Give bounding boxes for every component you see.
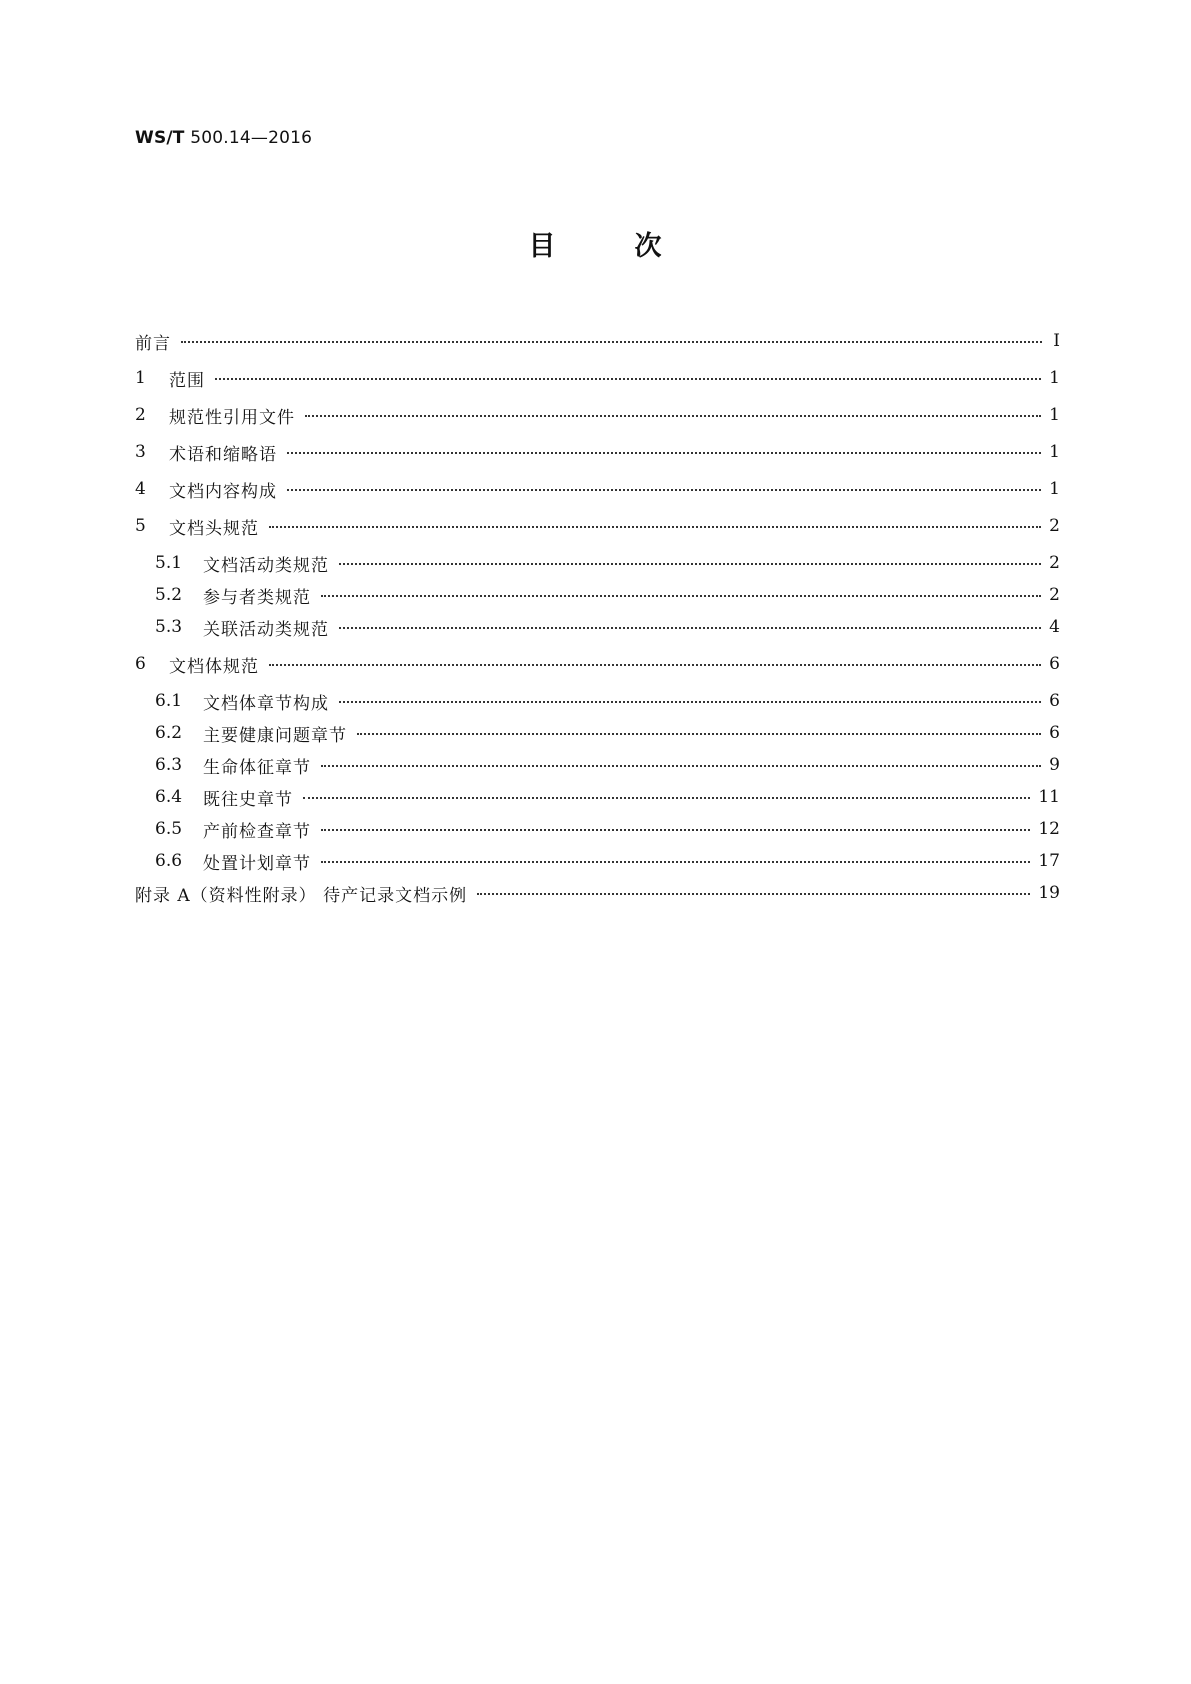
toc-leader-dots [357,733,1041,735]
toc-entry-page: 17 [1038,851,1060,871]
toc-entry-label: 主要健康问题章节 [203,725,347,746]
toc-entry-page: 1 [1049,405,1060,425]
toc-entry-5[interactable] [135,510,1060,542]
toc-leader-dots [269,526,1041,528]
toc-entry-number: 5 [135,516,146,536]
toc-entry-page: 2 [1049,516,1060,536]
toc-leader-dots [321,861,1030,863]
toc-entry-number: 4 [135,479,146,499]
toc-entry-page: 1 [1049,368,1060,388]
toc-entry-number: 6.6 [155,851,183,871]
toc-entry-label: 规范性引用文件 [169,407,295,428]
toc-entry-label: 参与者类规范 [203,587,311,608]
toc-title [0,224,1191,263]
toc-entry-label: 既往史章节 [203,789,293,810]
toc-leader-dots [321,765,1041,767]
toc-entry-number: 3 [135,442,146,462]
toc-entry-6-2[interactable] [135,717,1060,749]
toc-entry-page: 2 [1049,585,1060,605]
toc-leader-dots [303,797,1030,799]
toc-entry-label: 附录 A（资料性附录） 待产记录文档示例 [135,885,468,906]
toc-leader-dots [321,829,1030,831]
toc-entry-5-1[interactable] [135,547,1060,579]
toc-entry-page: Ⅰ [1053,331,1060,351]
toc-entry-3[interactable] [135,436,1060,468]
toc-leader-dots [321,595,1041,597]
toc-entry-page: 4 [1049,617,1060,637]
toc-entry-label: 文档头规范 [169,518,259,539]
document-code [135,128,312,148]
toc-leader-dots [305,415,1041,417]
toc-entry-label: 文档体章节构成 [203,693,329,714]
toc-entry-number: 6.4 [155,787,183,807]
toc-leader-dots [339,627,1041,629]
toc-entry-label: 文档活动类规范 [203,555,329,576]
toc-leader-dots [477,893,1030,895]
toc-entry-6[interactable] [135,648,1060,680]
toc-entry-2[interactable] [135,399,1060,431]
toc-entry-1[interactable] [135,362,1060,394]
toc-leader-dots [215,378,1041,380]
toc-entry-number: 5.1 [155,553,183,573]
toc-entry-number: 6.1 [155,691,183,711]
toc-entry-label: 生命体征章节 [203,757,311,778]
toc-entry-page: 2 [1049,553,1060,573]
toc-leader-dots [339,563,1041,565]
toc-leader-dots [287,452,1041,454]
toc-entry-number: 6.2 [155,723,183,743]
toc-leader-dots [287,489,1041,491]
toc-entry-label: 关联活动类规范 [203,619,329,640]
toc-title-char-1: 目 [528,231,557,262]
toc-entry-label: 前言 [135,333,171,354]
toc-entry-appendix-a[interactable] [135,877,1060,909]
toc-entry-6-5[interactable] [135,813,1060,845]
document-code-prefix: WS/T [135,128,185,148]
toc-leader-dots [181,341,1042,343]
toc-entry-foreword[interactable] [135,325,1060,357]
toc-entry-number: 6 [135,654,146,674]
toc-leader-dots [269,664,1041,666]
toc-entry-number: 6.3 [155,755,183,775]
table-of-contents [135,325,1060,909]
toc-entry-page: 1 [1049,479,1060,499]
toc-entry-label: 术语和缩略语 [169,444,277,465]
toc-entry-6-1[interactable] [135,685,1060,717]
toc-entry-6-6[interactable] [135,845,1060,877]
document-code-number: 500.14—2016 [190,128,313,148]
toc-entry-page: 1 [1049,442,1060,462]
toc-entry-label: 产前检查章节 [203,821,311,842]
toc-entry-number: 6.5 [155,819,183,839]
toc-entry-5-3[interactable] [135,611,1060,643]
toc-entry-page: 6 [1049,654,1060,674]
toc-entry-6-3[interactable] [135,749,1060,781]
toc-entry-label: 文档内容构成 [169,481,277,502]
toc-entry-page: 11 [1038,787,1060,807]
toc-entry-label: 处置计划章节 [203,853,311,874]
toc-entry-number: 2 [135,405,146,425]
toc-entry-page: 19 [1038,883,1060,903]
toc-entry-page: 12 [1038,819,1060,839]
toc-entry-page: 9 [1049,755,1060,775]
toc-entry-label: 文档体规范 [169,656,259,677]
toc-entry-label: 范围 [169,370,205,391]
toc-leader-dots [339,701,1041,703]
toc-title-char-2: 次 [634,231,663,262]
toc-entry-number: 5.3 [155,617,183,637]
toc-entry-number: 1 [135,368,146,388]
toc-entry-4[interactable] [135,473,1060,505]
toc-entry-page: 6 [1049,691,1060,711]
toc-entry-page: 6 [1049,723,1060,743]
toc-entry-5-2[interactable] [135,579,1060,611]
toc-entry-number: 5.2 [155,585,183,605]
toc-entry-6-4[interactable] [135,781,1060,813]
